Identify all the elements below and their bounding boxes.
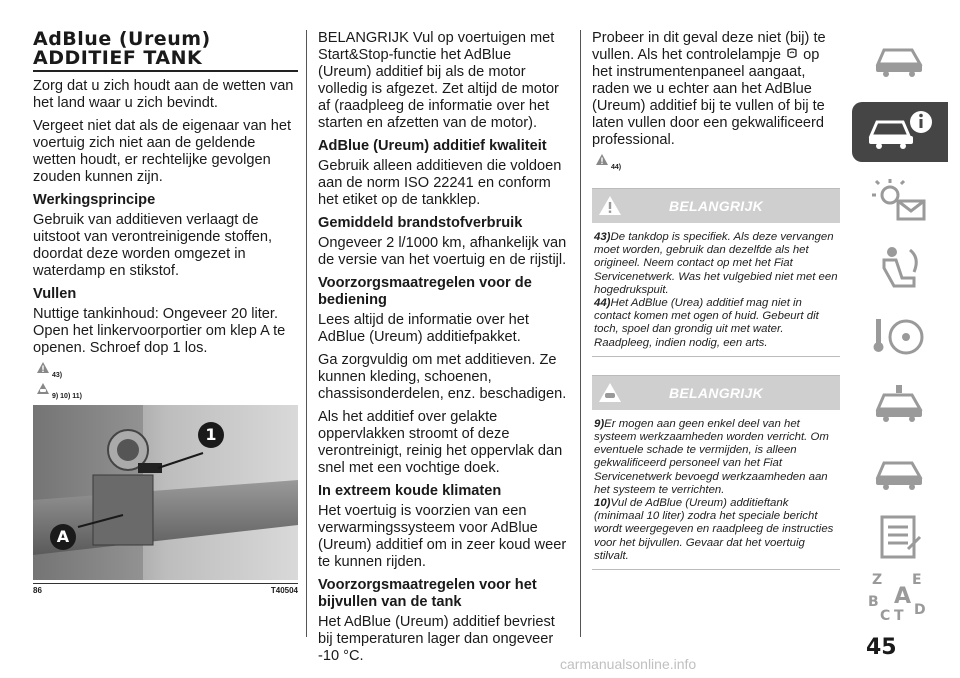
car-caution-icon <box>36 382 50 401</box>
intro-paragraph-2: Vergeet niet dat als de eigenaar van het voertuig zich niet aan de geldende wetten houdt, er rechtelijke gevolgen zouden kunnen zijn. <box>33 118 292 185</box>
paragraph-koud: Het voertuig is voorzien van een verwarmingssysteem voor AdBlue (Ureum) additief om in zeer koud weer te kunnen rijden. <box>318 503 567 570</box>
note-43 <box>594 231 838 297</box>
index-letter: D <box>914 602 926 618</box>
paragraph-kwaliteit: Gebruik alleen additieven die voldoen aan de norm ISO 22241 en conform het etiket op de tankklep. <box>318 158 562 208</box>
page-number: 45 <box>866 635 897 660</box>
intro-paragraph-1: Zorg dat u zich houdt aan de wetten van het land waar u zich bevindt. <box>33 78 294 111</box>
column-middle <box>318 30 568 671</box>
paragraph-text-b: op het instrumentenpaneel aangaat, raden we u echter aan het AdBlue (Ureum) additief bij te vullen of bij te laten vullen door een gekwalificeerd professional. <box>592 47 825 148</box>
photo-callout-a: A <box>56 527 70 546</box>
note-number: 9) <box>594 417 605 430</box>
alphabetical-index-icon <box>868 572 932 624</box>
note-9 <box>594 418 838 497</box>
figure-number: 86 <box>33 586 42 595</box>
warning-reference-43[interactable] <box>36 363 298 380</box>
index-letter: E <box>912 572 922 588</box>
paragraph-vullen: Nuttige tankinhoud: Ongeveer 20 liter. Open het linkervoorportier om klep A te openen. Schroef dop 1 los. <box>33 306 286 356</box>
note-text: De tankdop is specifiek. Als deze vervangen moet worden, gebruik dan dezelfde als het origineel. Neem contact op met het Fiat Servicenetwerk. Was het vulgebied niet met een hogedrukspuit. <box>594 231 838 296</box>
car-info-icon <box>865 108 935 157</box>
car-caution-icon <box>598 381 622 410</box>
column-divider <box>306 30 307 637</box>
photo-callout-1: 1 <box>205 425 217 444</box>
figure-caption <box>33 583 298 595</box>
index-letter: T <box>894 608 904 624</box>
column-right <box>592 30 840 570</box>
warning-lights-message-icon <box>870 177 930 230</box>
sidebar-item-index[interactable] <box>852 568 948 628</box>
paragraph-text-a: Probeer in dit geval deze niet (bij) te vullen. Als het controlelampje <box>592 30 826 63</box>
title-underline <box>33 70 298 72</box>
car-maintenance-icon <box>872 451 928 500</box>
important-box-content <box>592 223 840 350</box>
sidebar-item-maintenance[interactable] <box>852 444 948 506</box>
reference-label: 9) 10) 11) <box>52 393 82 400</box>
note-text: Het AdBlue (Urea) additief mag niet in contact komen met ogen of huid. Gebeurt dit toch, spoel dan grondig uit met water. Raadpleeg, indien nodig, een arts. <box>594 297 819 349</box>
note-10 <box>594 497 838 563</box>
warning-reference-44[interactable] <box>595 155 840 172</box>
section-title-line2: ADDITIEF TANK <box>33 47 203 69</box>
paragraph-bijvullen: Het AdBlue (Ureum) additief bevriest bij temperaturen lager dan ongeveer -10 °C. <box>318 614 555 664</box>
adblue-warning-lamp-icon <box>785 48 799 60</box>
car-dashboard-icon <box>872 38 928 83</box>
heading-koud: In extreem koude klimaten <box>318 483 502 499</box>
warning-reference-9-10-11[interactable] <box>36 384 298 401</box>
section-title-line1: AdBlue (Ureum) <box>33 28 211 50</box>
heading-kwaliteit: AdBlue (Ureum) additief kwaliteit <box>318 138 547 154</box>
warning-triangle-icon <box>598 194 622 223</box>
warning-triangle-icon <box>36 361 50 380</box>
sidebar-item-safety[interactable] <box>852 240 948 300</box>
note-text: Er mogen aan geen enkel deel van het systeem werkzaamheden worden verricht. Om eventuele schade te vermijden, is alleen gekwalificeerd personeel van het Fiat Servicenetwerk bevoegd werkzaamheden aan het systeem te verrichten. <box>594 417 829 496</box>
paragraph-belangrijk-startstop: BELANGRIJK Vul op voertuigen met Start&Stop-functie het AdBlue (Ureum) additief bij als de motor volledig is afgezet. Zet altijd de motor af (raadpleeg de informatie over het starten en afzetten van de motor). <box>318 30 559 131</box>
heading-bijvullen: Voorzorgsmaatregelen voor het bijvullen van de tank <box>318 577 537 610</box>
car-emergency-icon <box>872 383 928 432</box>
sidebar-item-car-info[interactable] <box>852 102 948 162</box>
note-44 <box>594 297 838 350</box>
sidebar-item-driving[interactable] <box>852 308 948 370</box>
warning-triangle-icon <box>595 153 609 172</box>
note-number: 43) <box>594 231 611 243</box>
reference-label: 44) <box>611 164 622 171</box>
important-box-cautions <box>592 375 840 570</box>
index-letter: C <box>880 608 891 624</box>
column-divider <box>580 30 581 637</box>
important-box-warnings <box>592 188 840 357</box>
index-letter: Z <box>872 572 883 588</box>
paragraph-bediening-1: Lees altijd de informatie over het AdBlue (Ureum) additiefpakket. <box>318 312 529 345</box>
paragraph-bediening-3: Als het additief over gelakte oppervlakken stroomt of deze verontreinigt, reinig het oppervlak dan snel met een vochtige doek. <box>318 409 563 476</box>
index-letter: A <box>894 584 912 609</box>
important-box-header <box>592 189 840 223</box>
column-left <box>33 30 298 595</box>
index-letter: B <box>868 594 879 610</box>
paragraph-bediening-2: Ga zorgvuldig om met additieven. Ze kunnen kleding, schoenen, chassisonderdelen, enz. beschadigen. <box>318 352 567 402</box>
heading-verbruik: Gemiddeld brandstofverbruik <box>318 215 523 231</box>
important-box-header <box>592 376 840 410</box>
key-steering-wheel-icon <box>870 313 930 366</box>
important-box-title: BELANGRIJK <box>668 384 763 401</box>
specifications-list-icon <box>872 513 928 566</box>
sidebar-item-warning-lights[interactable] <box>852 172 948 234</box>
watermark-text: carmanualsonline.info <box>560 656 697 672</box>
important-box-content <box>592 410 840 563</box>
reference-label: 43) <box>52 372 63 379</box>
paragraph-werkingsprincipe: Gebruik van additieven verlaagt de uitstoot van verontreinigende stoffen, doordat deze worden omgezet in waterdamp en stikstof. <box>33 212 273 279</box>
note-number: 44) <box>594 297 611 310</box>
figure-code: T40504 <box>270 586 298 595</box>
seat-airbag-icon <box>870 244 930 297</box>
note-number: 10) <box>594 497 611 510</box>
important-box-title: BELANGRIJK <box>668 198 763 214</box>
sidebar-item-emergency[interactable] <box>852 376 948 438</box>
paragraph-controlelampje <box>592 30 840 149</box>
sidebar-item-dashboard[interactable] <box>852 30 948 90</box>
heading-vullen: Vullen <box>33 286 77 302</box>
note-text: Vul de AdBlue (Ureum) additieftank (minimaal 10 liter) zodra het speciale bericht wordt weergegeven en raadpleeg de instructies voor het bijvullen. Gevaar dat het voertuig stilvalt. <box>594 497 834 562</box>
heading-bediening: Voorzorgsmaatregelen voor de bediening <box>318 275 532 308</box>
sidebar-item-specifications[interactable] <box>852 508 948 570</box>
paragraph-verbruik: Ongeveer 2 l/1000 km, afhankelijk van de versie van het voertuig en de rijstijl. <box>318 235 567 268</box>
adblue-filler-photo <box>33 405 298 580</box>
heading-werkingsprincipe: Werkingsprincipe <box>33 192 156 208</box>
